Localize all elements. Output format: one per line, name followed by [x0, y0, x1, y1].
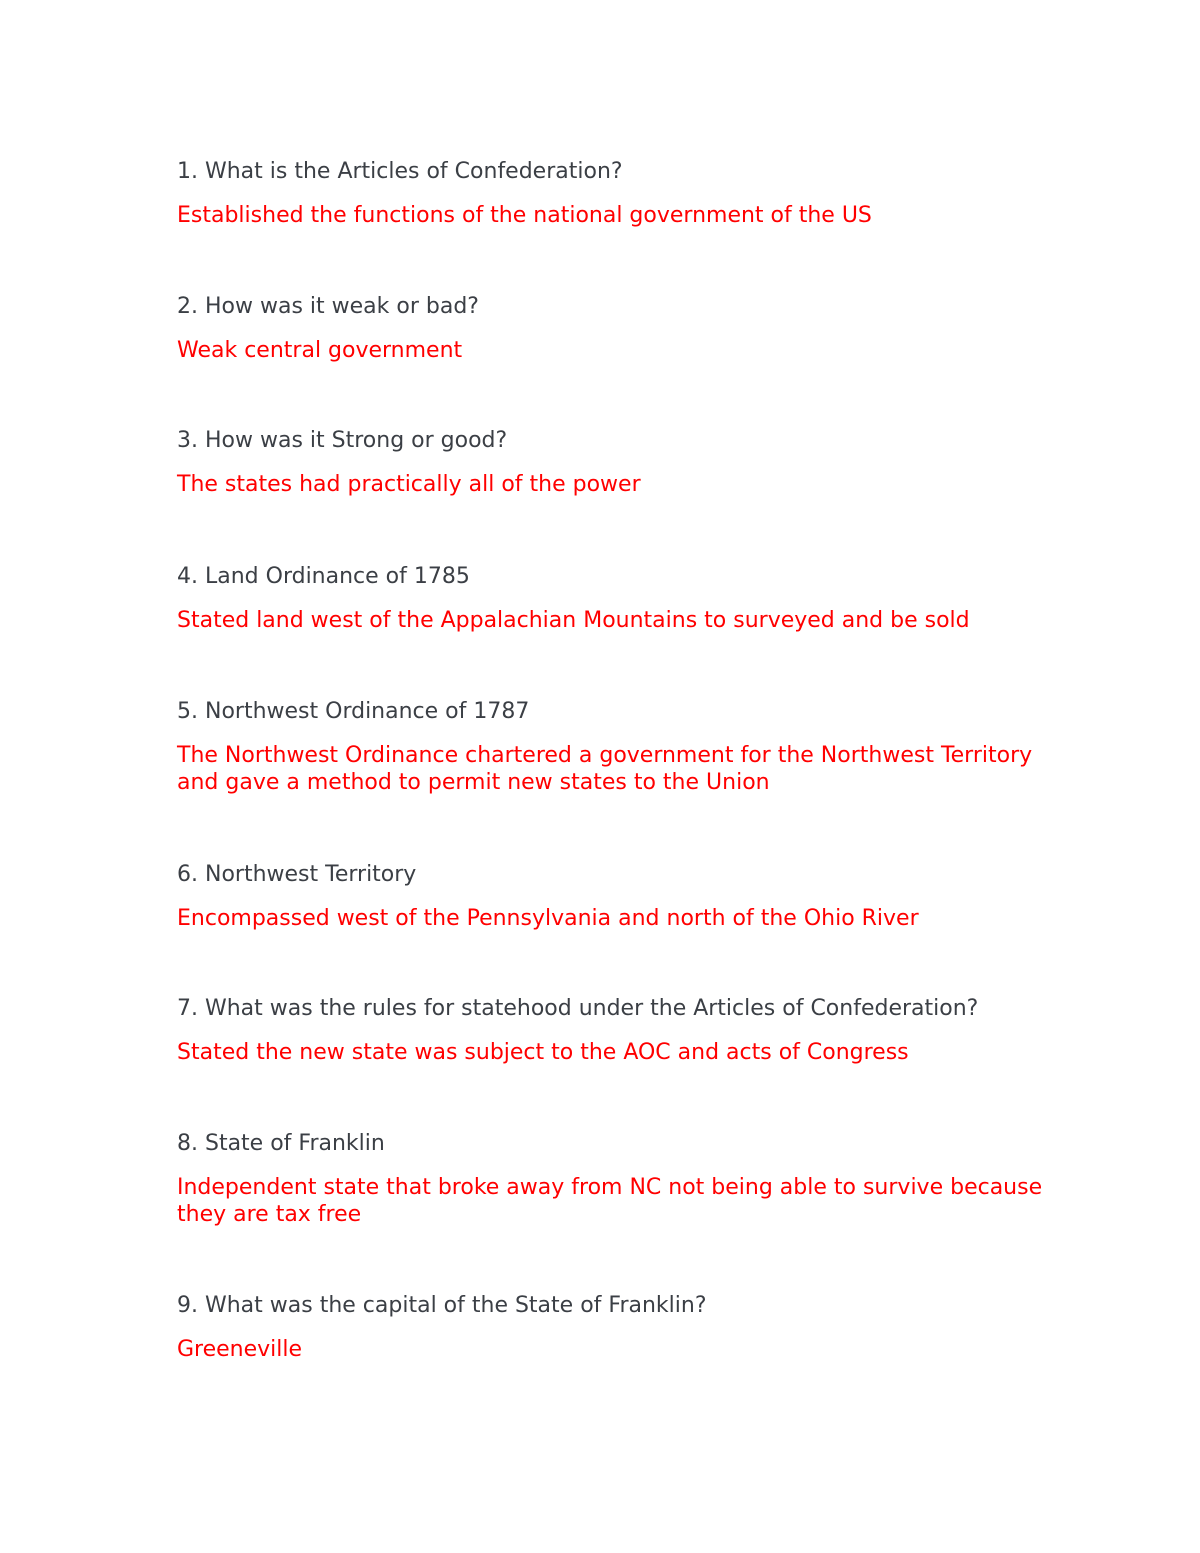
question-4: 4. Land Ordinance of 1785	[177, 564, 470, 589]
answer-6: Encompassed west of the Pennsylvania and north of the Ohio River	[177, 906, 919, 931]
qa-item-2	[177, 293, 1077, 364]
question-1: 1. What is the Articles of Confederation?	[177, 159, 623, 184]
question-2: 2. How was it weak or bad?	[177, 294, 479, 319]
qa-item-7	[177, 995, 1077, 1066]
answer-9: Greeneville	[177, 1337, 303, 1362]
answer-2: Weak central government	[177, 338, 463, 363]
answer-5: The Northwest Ordinance chartered a government for the Northwest Territory and gave a method to permit new states to the Union	[177, 743, 1033, 795]
question-5: 5. Northwest Ordinance of 1787	[177, 699, 530, 724]
qa-item-9	[177, 1292, 1077, 1363]
qa-item-3	[177, 427, 1077, 498]
qa-item-6	[177, 861, 1077, 932]
question-7: 7. What was the rules for statehood under the Articles of Confederation?	[177, 996, 979, 1021]
question-8: 8. State of Franklin	[177, 1131, 385, 1156]
question-6: 6. Northwest Territory	[177, 862, 417, 887]
qa-item-4	[177, 563, 1077, 634]
answer-1: Established the functions of the national government of the US	[177, 203, 872, 228]
question-3: 3. How was it Strong or good?	[177, 428, 508, 453]
answer-4: Stated land west of the Appalachian Mountains to surveyed and be sold	[177, 608, 970, 633]
qa-item-1	[177, 158, 1077, 229]
qa-item-8	[177, 1130, 1077, 1228]
qa-item-5	[177, 698, 1077, 796]
question-9: 9. What was the capital of the State of Franklin?	[177, 1293, 707, 1318]
answer-8: Independent state that broke away from NC not being able to survive because they are tax free	[177, 1175, 1043, 1227]
answer-7: Stated the new state was subject to the AOC and acts of Congress	[177, 1040, 909, 1065]
answer-3: The states had practically all of the power	[177, 472, 641, 497]
